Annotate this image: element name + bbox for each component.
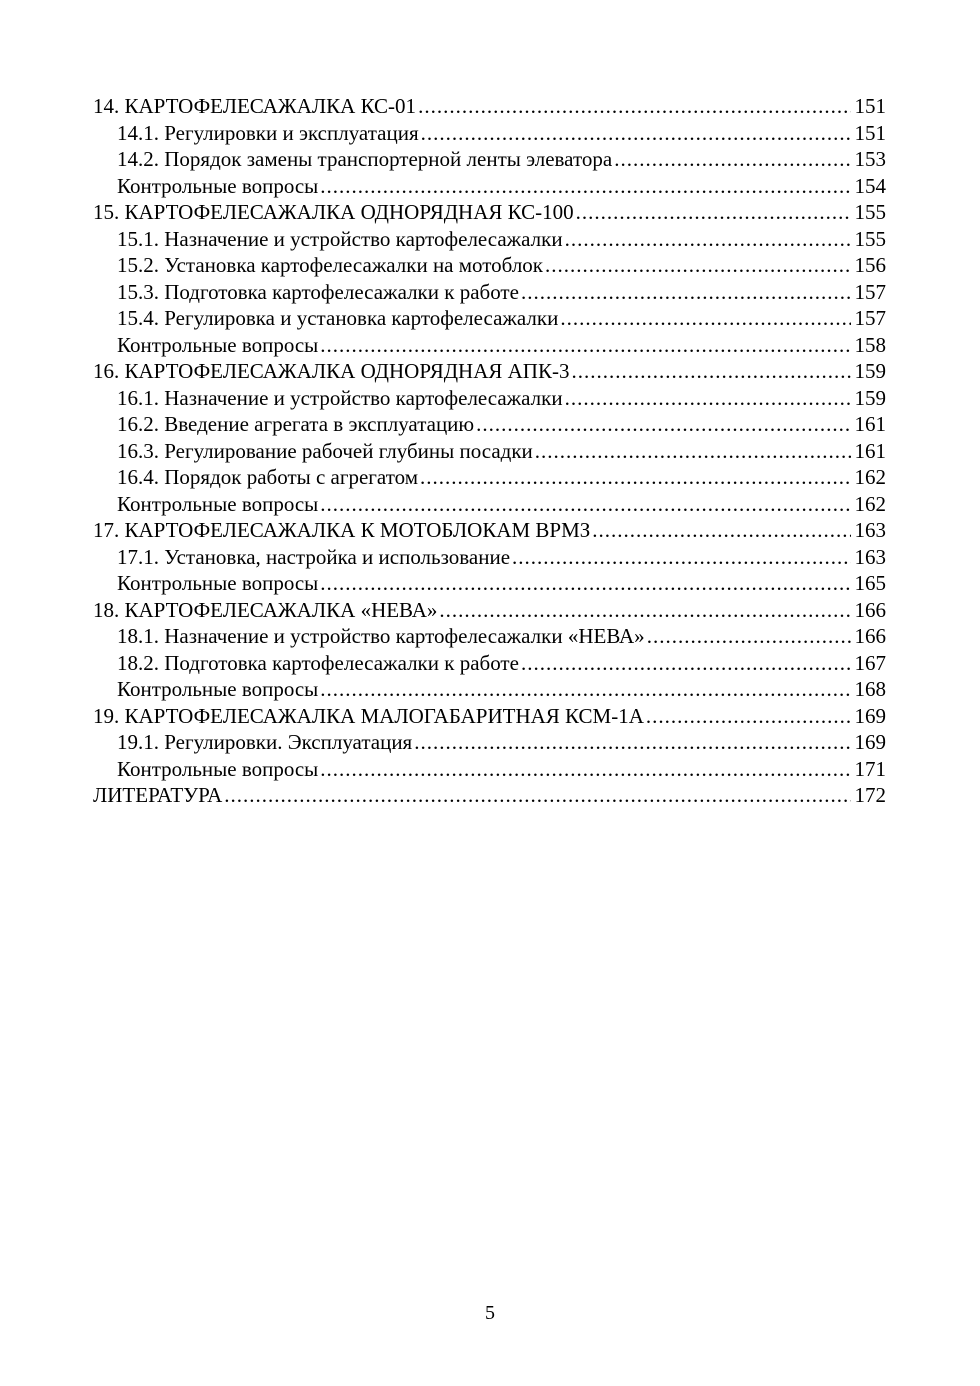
toc-dot-leader bbox=[320, 676, 850, 703]
toc-entry-page: 162 bbox=[854, 491, 886, 516]
toc-dot-leader bbox=[414, 729, 850, 756]
toc-entry-title: Контрольные вопросы bbox=[117, 756, 319, 781]
toc-subentry bbox=[93, 570, 886, 597]
toc-entry-page: 168 bbox=[854, 677, 886, 701]
toc-entry bbox=[93, 703, 886, 730]
toc-entry-page: 159 bbox=[854, 385, 886, 410]
toc-entry-page: 156 bbox=[854, 253, 886, 277]
toc-dot-leader bbox=[421, 120, 851, 147]
toc-dot-leader bbox=[576, 199, 851, 226]
toc-subentry bbox=[93, 464, 886, 491]
toc-entry-page: 166 bbox=[854, 624, 886, 648]
toc-entry-title: 15.3. Подготовка картофелесажалки к работе bbox=[117, 279, 519, 304]
toc-entry-page: 157 bbox=[854, 306, 886, 330]
toc-dot-leader bbox=[320, 332, 850, 359]
toc-entry-title: ЛИТЕРАТУРА bbox=[93, 783, 223, 807]
toc-dot-leader bbox=[646, 703, 851, 730]
toc-entry-page: 157 bbox=[854, 279, 886, 304]
toc-dot-leader bbox=[418, 93, 850, 120]
toc-subentry bbox=[93, 491, 886, 518]
toc-subentry bbox=[93, 650, 886, 677]
toc-entry-page: 165 bbox=[854, 571, 886, 595]
toc-entry bbox=[93, 597, 886, 624]
toc-dot-leader bbox=[545, 252, 850, 279]
toc-entry bbox=[93, 782, 886, 809]
toc-dot-leader bbox=[565, 226, 851, 253]
toc-entry-page: 167 bbox=[854, 650, 886, 675]
toc-subentry bbox=[93, 676, 886, 703]
toc-dot-leader bbox=[565, 385, 851, 412]
toc-entry-page: 155 bbox=[854, 200, 886, 224]
toc-subentry bbox=[93, 279, 886, 306]
toc-subentry bbox=[93, 332, 886, 359]
toc-entry-title: 15.4. Регулировка и установка картофелесажалки bbox=[117, 306, 559, 330]
toc-entry bbox=[93, 93, 886, 120]
toc-subentry bbox=[93, 438, 886, 465]
toc-subentry bbox=[93, 411, 886, 438]
toc-entry-title: 15.1. Назначение и устройство картофелесажалки bbox=[117, 226, 563, 251]
toc-subentry bbox=[93, 173, 886, 200]
toc-entry bbox=[93, 199, 886, 226]
toc-dot-leader bbox=[521, 279, 851, 306]
toc-entry-title: Контрольные вопросы bbox=[117, 571, 319, 595]
toc-entry-title: 16.2. Введение агрегата в эксплуатацию bbox=[117, 412, 475, 436]
toc-entry-title: 17.1. Установка, настройка и использование bbox=[117, 544, 511, 569]
toc-dot-leader bbox=[320, 173, 850, 200]
toc-subentry bbox=[93, 252, 886, 279]
toc-entry-page: 163 bbox=[854, 544, 886, 569]
toc-dot-leader bbox=[560, 305, 850, 332]
toc-entry-title: 16.1. Назначение и устройство картофелесажалки bbox=[117, 385, 563, 410]
toc-subentry bbox=[93, 146, 886, 173]
toc-dot-leader bbox=[592, 517, 850, 544]
toc-subentry bbox=[93, 120, 886, 147]
toc-entry-page: 161 bbox=[854, 412, 886, 436]
toc-entry-title: 16. КАРТОФЕЛЕСАЖАЛКА ОДНОРЯДНАЯ АПК-3 bbox=[93, 359, 570, 383]
toc-subentry bbox=[93, 756, 886, 783]
toc-entry-page: 159 bbox=[854, 359, 886, 383]
toc-dot-leader bbox=[420, 464, 851, 491]
toc-entry-title: 16.4. Порядок работы с агрегатом bbox=[117, 465, 418, 489]
toc-entry-page: 169 bbox=[854, 703, 886, 728]
toc-entry-title: Контрольные вопросы bbox=[117, 677, 319, 701]
toc-dot-leader bbox=[320, 491, 850, 518]
toc-subentry bbox=[93, 305, 886, 332]
toc-subentry bbox=[93, 385, 886, 412]
toc-dot-leader bbox=[476, 411, 850, 438]
toc-entry-page: 154 bbox=[854, 173, 886, 198]
toc-entry-page: 162 bbox=[854, 465, 886, 489]
toc-entry-title: 17. КАРТОФЕЛЕСАЖАЛКА К МОТОБЛОКАМ ВРМЗ bbox=[93, 518, 591, 542]
toc-entry-page: 171 bbox=[854, 756, 886, 781]
toc-entry-page: 166 bbox=[854, 597, 886, 622]
toc-entry-page: 151 bbox=[854, 94, 886, 118]
toc-dot-leader bbox=[535, 438, 851, 465]
toc-subentry bbox=[93, 623, 886, 650]
toc-subentry bbox=[93, 226, 886, 253]
toc-subentry bbox=[93, 544, 886, 571]
toc-entry-title: 15. КАРТОФЕЛЕСАЖАЛКА ОДНОРЯДНАЯ КС-100 bbox=[93, 200, 574, 224]
toc-entry-title: 18. КАРТОФЕЛЕСАЖАЛКА «НЕВА» bbox=[93, 597, 438, 622]
toc-entry-title: 14. КАРТОФЕЛЕСАЖАЛКА КС-01 bbox=[93, 94, 417, 118]
page-number: 5 bbox=[485, 1302, 495, 1324]
toc-entry-page: 155 bbox=[854, 226, 886, 251]
toc-entry-page: 151 bbox=[854, 120, 886, 145]
toc-entry bbox=[93, 517, 886, 544]
toc-entry-page: 158 bbox=[854, 332, 886, 357]
toc-dot-leader bbox=[512, 544, 850, 571]
toc-entry-title: 14.1. Регулировки и эксплуатация bbox=[117, 120, 419, 145]
toc-entry-title: 19.1. Регулировки. Эксплуатация bbox=[117, 730, 413, 754]
toc-dot-leader bbox=[439, 597, 850, 624]
toc-entry-page: 163 bbox=[854, 518, 886, 542]
toc-entry-page: 161 bbox=[854, 438, 886, 463]
toc-entry-page: 169 bbox=[854, 730, 886, 754]
toc-entry-title: 18.1. Назначение и устройство картофелесажалки «НЕВА» bbox=[117, 624, 645, 648]
toc-entry-title: Контрольные вопросы bbox=[117, 173, 319, 198]
toc-entry-title: 15.2. Установка картофелесажалки на мотоблок bbox=[117, 253, 544, 277]
toc-entry-title: Контрольные вопросы bbox=[117, 491, 319, 516]
toc-entry-title: Контрольные вопросы bbox=[117, 332, 319, 357]
toc-dot-leader bbox=[521, 650, 851, 677]
toc-entry-title: 16.3. Регулирование рабочей глубины посадки bbox=[117, 438, 533, 463]
toc-entry-title: 18.2. Подготовка картофелесажалки к работе bbox=[117, 650, 519, 675]
toc-entry bbox=[93, 358, 886, 385]
table-of-contents bbox=[93, 93, 886, 809]
toc-entry-page: 172 bbox=[854, 783, 886, 807]
toc-subentry bbox=[93, 729, 886, 756]
toc-dot-leader bbox=[224, 782, 850, 809]
toc-dot-leader bbox=[571, 358, 850, 385]
toc-dot-leader bbox=[647, 623, 851, 650]
toc-entry-title: 19. КАРТОФЕЛЕСАЖАЛКА МАЛОГАБАРИТНАЯ КСМ-1А bbox=[93, 703, 644, 728]
toc-dot-leader bbox=[320, 570, 850, 597]
toc-dot-leader bbox=[320, 756, 850, 783]
toc-entry-page: 153 bbox=[854, 147, 886, 171]
toc-dot-leader bbox=[614, 146, 850, 173]
toc-entry-title: 14.2. Порядок замены транспортерной ленты элеватора bbox=[117, 147, 613, 171]
